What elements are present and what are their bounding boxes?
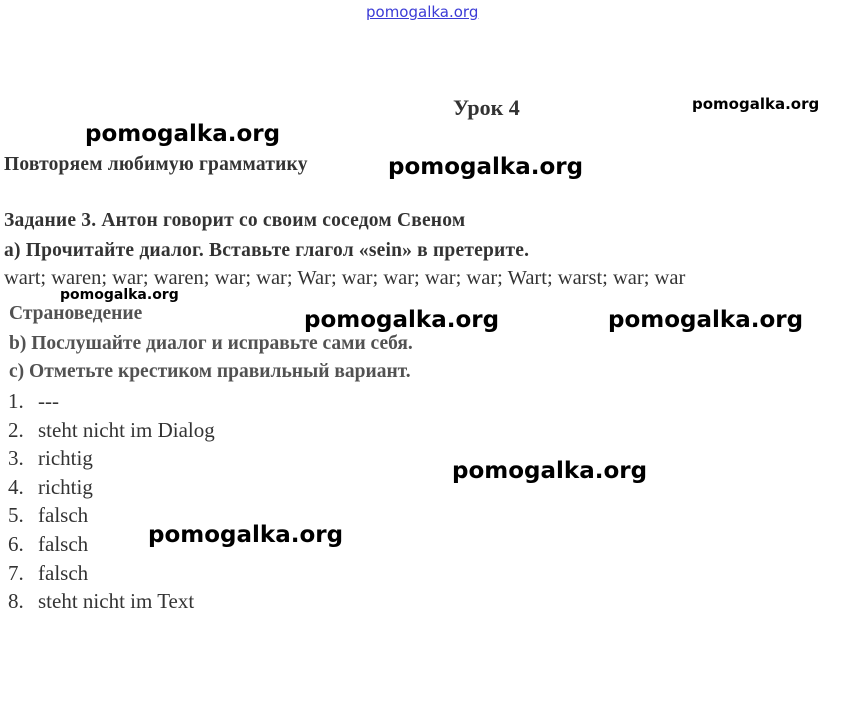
- watermark: pomogalka.org: [60, 287, 179, 303]
- list-item: 1. ---: [8, 389, 59, 413]
- list-item: 7. falsch: [8, 560, 89, 585]
- watermark: pomogalka.org: [388, 154, 584, 180]
- watermark: pomogalka.org: [452, 458, 648, 484]
- watermark: pomogalka.org: [692, 95, 820, 113]
- list-item: 5. falsch: [8, 503, 89, 528]
- list-item: 8. steht nicht im Text: [8, 589, 195, 614]
- watermark: pomogalka.org: [85, 121, 281, 147]
- list-item: 6. falsch: [8, 531, 89, 556]
- answer-list: [8, 387, 215, 616]
- watermark: pomogalka.org: [608, 307, 804, 333]
- section-title: Повторяем любимую грамматику: [4, 154, 308, 175]
- task-a-answer: wart; waren; war; waren; war; war; War; war; war; war; war; Wart; warst; war; war: [4, 267, 686, 289]
- country-studies-heading: Страноведение: [9, 303, 143, 324]
- watermark: pomogalka.org: [304, 307, 500, 333]
- lesson-title: Урок 4: [453, 95, 520, 120]
- task-c-instruction: с) Отметьте крестиком правильный вариант.: [9, 361, 411, 382]
- task-title: Задание 3. Антон говорит со своим соседом Свеном: [4, 210, 466, 231]
- site-link[interactable]: pomogalka.org: [366, 3, 479, 21]
- list-item: 4. richtig: [8, 474, 93, 499]
- watermark: pomogalka.org: [148, 522, 344, 548]
- list-item: 2. steht nicht im Dialog: [8, 417, 215, 442]
- list-item: 3. richtig: [8, 446, 93, 471]
- task-b-instruction: b) Послушайте диалог и исправьте сами себя.: [9, 333, 413, 354]
- task-a-instruction: а) Прочитайте диалог. Вставьте глагол «sein» в претерите.: [4, 240, 530, 261]
